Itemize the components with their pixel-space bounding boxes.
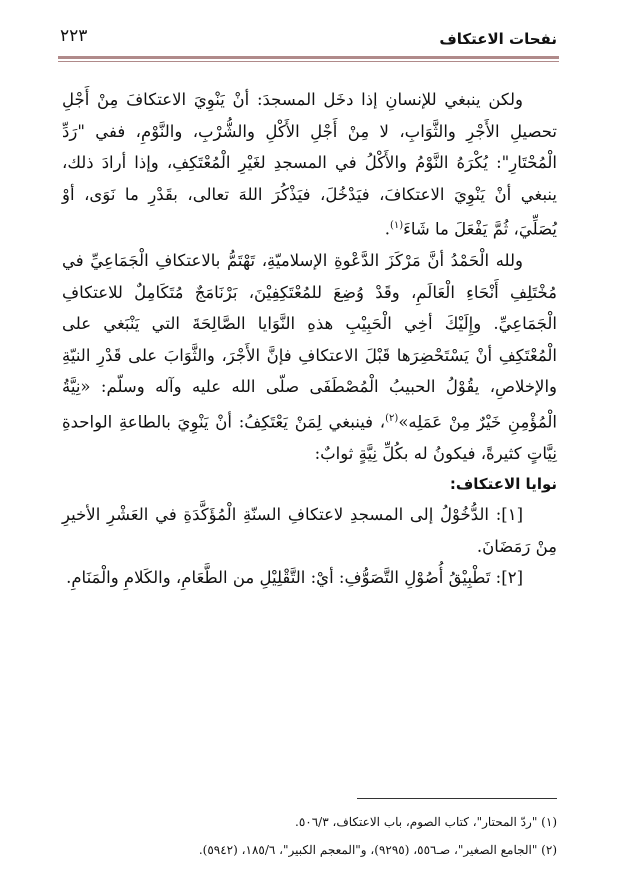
running-title: نفحات الاعتكاف bbox=[439, 30, 557, 48]
page-number: ٢٢٣ bbox=[60, 26, 88, 46]
list-item-2: [٢]: تَطْبِيْقُ أُصُوْلِ التَّصَوُّفِ: أيْ: التَّقْلِيْلِ من الطَّعَامِ، والكَلامِ والْمَنَامِ. bbox=[66, 568, 523, 587]
footnote-rule bbox=[357, 798, 557, 799]
footnote-1: (١) "ردّ المحتار"، كتاب الصوم، باب الاعتكاف، ٥٠٦/٣. bbox=[294, 815, 557, 829]
footnotes bbox=[60, 808, 557, 864]
paragraph-dawat-text: ولله الْحَمْدُ أنَّ مَرْكَزَ الدَّعْوةِ الإسلاميّةِ، تَهْتَمُّ بالاعتكافِ الْجَمَاعِيِّ في مُخْتَلِفِ أَنْحَاءِ الْعَالَمِ، وقَدْ وُضِعَ للمُعْتَكِفِيْنَ، بَرْنَامَجٌ مُتَكَامِلٌ للاعتكافِ الْجَمَاعِيِّ. وإِلَيْكَ أخِي الْحَبِيْبِ هذهِ النَّوَايا الصَّالِحَةَ التي يَنْبَغي على الْمُعْتَكِفِ أنْ يَسْتَحْضِرَها قَبْلَ الاعتكافِ فإنَّ الأَجْرَ، والثَّوَابَ على قَدْرِ النيّةِ والإخلاصِ، يقُوْلُ الحبيبُ الْمُصْطَفَى صلّى الله عليه وآله وسلّم: «نِيَّةُ الْمُؤْمِنِ خَيْرٌ مِنْ عَمَلِه» bbox=[62, 251, 558, 431]
paragraph-intention-end: . bbox=[384, 219, 390, 239]
paragraph-dawat-text-end: ، فينبغي لِمَنْ يَعْتَكِفُ: أنْ يَنْوِيَ بالطاعةِ الواحدةِ نِيَّاتٍ كثيرةً، فيكونُ له بكُلِّ نِيَّةٍ ثوابٌ: bbox=[62, 412, 557, 463]
paragraph-dawat bbox=[62, 245, 557, 469]
list-item-1: [١]: الدُّخُوْلُ إلى المسجدِ لاعتكافِ السنّةِ الْمُؤَكَّدَةِ في العَشْرِ الأخيرِ مِنْ رَمَضَانَ. bbox=[62, 505, 557, 556]
page-header bbox=[60, 22, 557, 52]
footnote-2: (٢) "الجامع الصغير"، صـ٥٥٦، (٩٢٩٥)، و"المعجم الكبير"، ١٨٥/٦، (٥٩٤٢). bbox=[198, 843, 557, 857]
paragraph-intention bbox=[62, 84, 557, 245]
header-rule bbox=[58, 56, 559, 59]
main-text bbox=[62, 84, 557, 594]
header-rule-thin bbox=[58, 61, 559, 62]
section-heading: نوايا الاعتكاف: bbox=[449, 475, 557, 493]
paragraph-intention-text: ولكن ينبغي للإنسانِ إذا دخَل المسجدَ: أنْ يَنْوِيَ الاعتكافَ مِنْ أَجْلِ تحصيلِ الأَجْرِ والثَّوَابِ، لا مِنْ أَجْلِ الأَكْلِ والشُّرْبِ، والنَّوْمِ، ففي "رَدِّ الْمُحْتَارِ": يُكْرَهُ النَّوْمُ والأَكْلُ في المسجدِ لغَيْرِ الْمُعْتَكِفِ، وإذا أرادَ ذلك، ينبغي أنْ يَنْوِيَ الاعتكافَ، فيَدْخُلَ، فيَذْكُرَ اللهَ تعالى، بقَدْرِ ما نَوَى، أوْ يُصَلِّيَ، ثُمَّ يَفْعَلَ ما شَاءَ bbox=[62, 90, 557, 239]
footnote-ref-1[interactable]: (١) bbox=[389, 220, 404, 231]
footnote-ref-2[interactable]: (٢) bbox=[385, 412, 399, 424]
